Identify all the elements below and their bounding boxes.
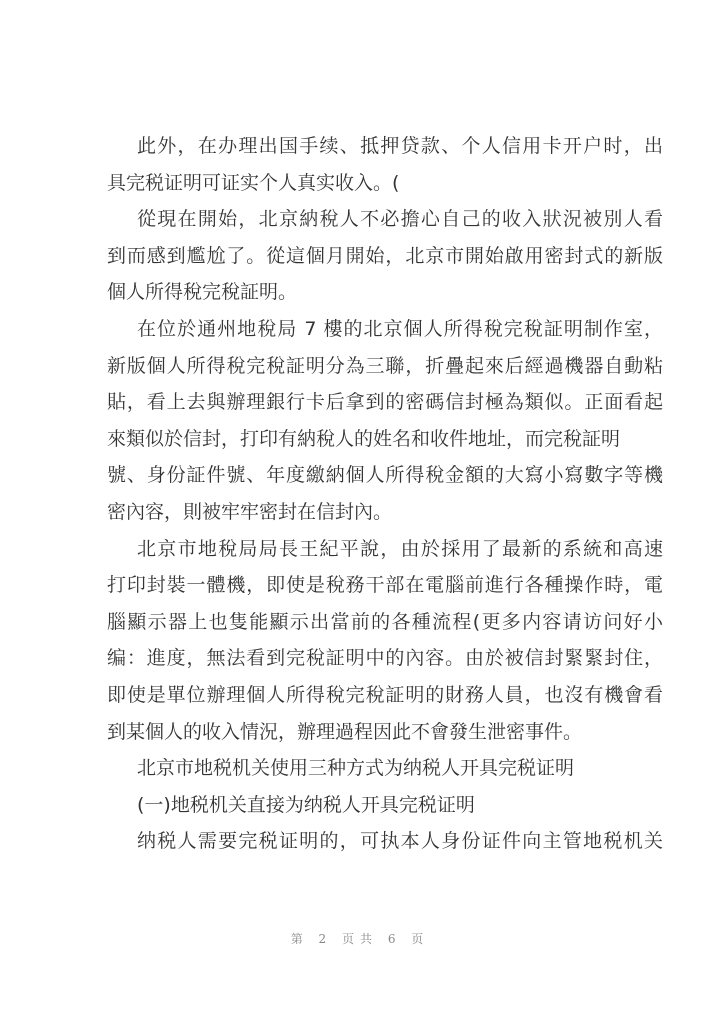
- paragraph: [107, 787, 663, 824]
- text-line: 到而感到尷尬了。從這個月開始，北京市開始啟用密封式的新版: [107, 244, 663, 267]
- text-line: 到某個人的收入情況，辦理過程因此不會發生泄密事件。: [107, 720, 583, 743]
- paragraph: [107, 531, 663, 751]
- document-body: [107, 128, 663, 860]
- paragraph: [107, 311, 663, 531]
- text-line: 北京市地稅局局長王紀平說，由於採用了最新的系統和高速: [137, 537, 663, 560]
- text-line: 编：進度，無法看到完稅証明中的內容。由於被信封緊緊封住，: [107, 647, 663, 670]
- text-line: 來類似於信封，打印有納稅人的姓名和收件地址，而完稅証明: [107, 427, 621, 450]
- page-number: 第 2 页共 6 页: [290, 932, 430, 946]
- text-line: 新版個人所得稅完稅証明分為三聯，折疊起來后經過機器自動粘: [107, 354, 663, 377]
- text-line: 具完税证明可证实个人真实收入。(: [107, 171, 400, 194]
- text-line: (一)地税机关直接为纳税人开具完税证明: [137, 793, 475, 816]
- paragraph: [107, 750, 663, 787]
- text-line: 北京市地税机关使用三种方式为纳税人开具完税证明: [137, 757, 575, 780]
- text-line: 在位於通州地稅局 7 樓的北京個人所得稅完稅証明制作室，: [137, 317, 663, 340]
- text-line: 貼，看上去與辦理銀行卡后拿到的密碼信封極為類似。正面看起: [107, 391, 663, 414]
- text-line: 腦顯示器上也隻能顯示出當前的各種流程(更多内容请访问好小: [107, 610, 663, 633]
- text-line: 此外，在办理出国手续、抵押贷款、个人信用卡开户时，出: [137, 135, 663, 157]
- text-line: 個人所得稅完稅証明。: [107, 281, 298, 304]
- paragraph: [107, 823, 663, 860]
- paragraph: [107, 128, 663, 201]
- text-line: 密內容，則被牢牢密封在信封內。: [107, 500, 393, 523]
- text-line: 打印封裝一體機，即使是稅務干部在電腦前進行各種操作時，電: [107, 574, 663, 597]
- text-line: 從現在開始，北京納稅人不必擔心自己的收入狀況被別人看: [137, 208, 663, 231]
- text-line: 纳税人需要完税证明的，可执本人身份证件向主管地税机关: [137, 830, 663, 853]
- paragraph: [107, 201, 663, 311]
- text-line: 即使是單位辦理個人所得稅完稅証明的財務人員，也沒有機會看: [107, 683, 663, 706]
- text-line: 號、身份証件號、年度繳納個人所得稅金額的大寫小寫數字等機: [107, 464, 663, 487]
